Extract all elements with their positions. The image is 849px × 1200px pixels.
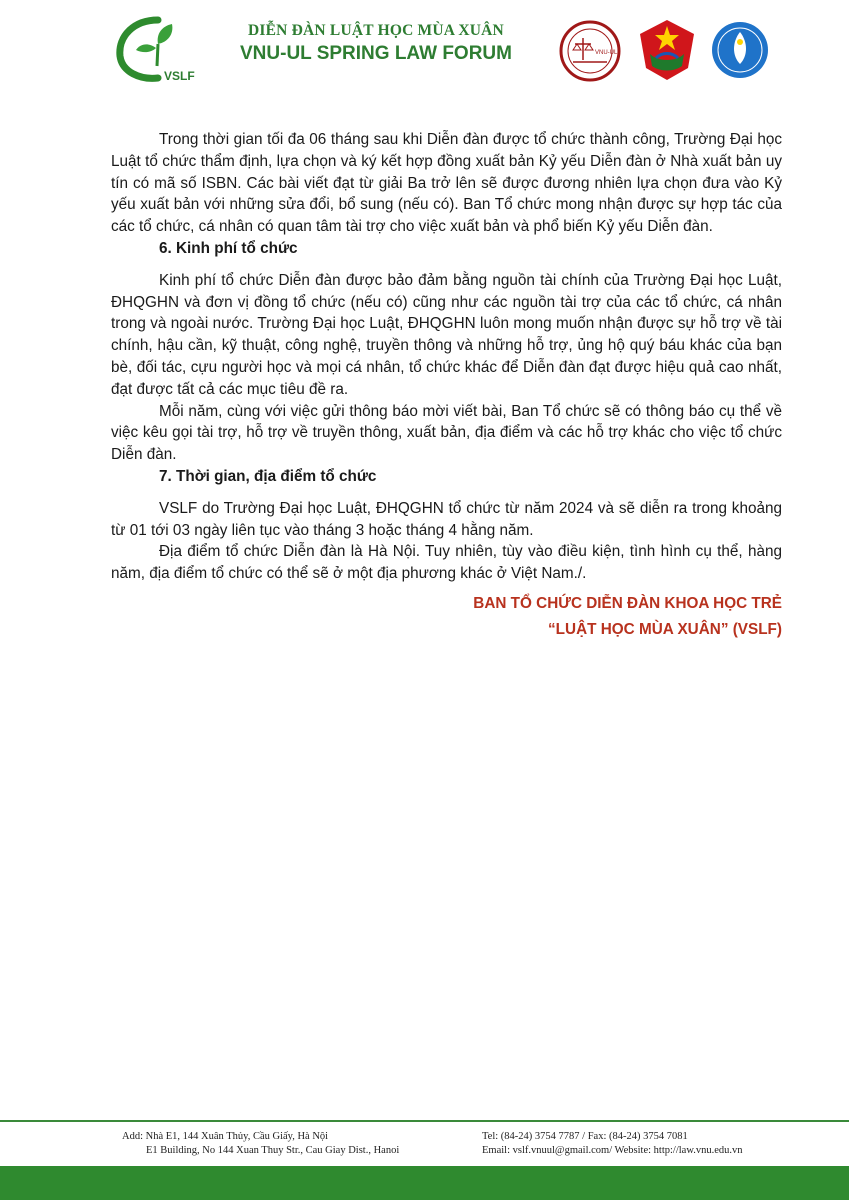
section-heading-funding: 6. Kinh phí tổ chức xyxy=(159,239,298,257)
youth-union-logo xyxy=(636,18,698,82)
address-en: E1 Building, No 144 Xuan Thuy Str., Cau Giay Dist., Hanoi xyxy=(146,1144,400,1156)
page-header xyxy=(0,0,849,110)
signature-line-1: BAN TỔ CHỨC DIỄN ĐÀN KHOA HỌC TRẺ xyxy=(473,594,782,612)
paragraph-sponsorship: Mỗi năm, cùng với việc gửi thông báo mời viết bài, Ban Tổ chức sẽ có thông báo cụ thể về việc kêu gọi tài trợ, hỗ trợ về truyền thông, xuất bản, địa điểm và các hỗ trợ khác cho việc tổ chức Diễn đàn. xyxy=(111,402,782,464)
forum-title-en: VNU-UL SPRING LAW FORUM xyxy=(240,43,512,64)
svg-text:VSLF: VSLF xyxy=(164,69,195,83)
footer-contact xyxy=(482,1130,743,1157)
paragraph-time: VSLF do Trường Đại học Luật, ĐHQGHN tổ chức từ năm 2024 và sẽ diễn ra trong khoảng từ 01 tới 03 ngày liên tục vào tháng 3 hoặc tháng 4 hằng năm. xyxy=(111,499,782,539)
paragraph-funding: Kinh phí tổ chức Diễn đàn được bảo đảm bằng nguồn tài chính của Trường Đại học Luật, ĐHQGHN và đơn vị đồng tổ chức (nếu có) cũng như các nguồn tài trợ của các tổ chức, cá nhân trong và ngoài nước. Trường Đại học Luật, ĐHQGHN luôn mong muốn nhận được sự hỗ trợ về tài chính, hậu cần, kỹ thuật, công nghệ, truyền thông và những hỗ trợ, ủng hộ quý báu khác của bạn bè, đối tác, cựu người học và mọi cá nhân, tổ chức khác để Diễn đàn đạt được hiệu quả cao nhất, đạt được tất cả các mục tiêu đề ra. xyxy=(111,271,782,398)
section-heading-time-location: 7. Thời gian, địa điểm tổ chức xyxy=(159,467,377,485)
forum-title-vn: DIỄN ĐÀN LUẬT HỌC MÙA XUÂN xyxy=(248,22,504,39)
paragraph-location: Địa điểm tổ chức Diễn đàn là Hà Nội. Tuy nhiên, tùy vào điều kiện, tình hình cụ thể, hàng năm, địa điểm tổ chức có thể sẽ ở một địa phương khác ở Việt Nam./. xyxy=(111,543,782,583)
student-association-logo xyxy=(710,20,770,80)
contact-email-website: Email: vslf.vnuul@gmail.com/ Website: http://law.vnu.edu.vn xyxy=(482,1144,743,1156)
document-body xyxy=(111,129,782,641)
signature-line-2: “LUẬT HỌC MÙA XUÂN” (VSLF) xyxy=(548,620,782,638)
university-of-law-logo xyxy=(559,20,621,82)
vslf-logo xyxy=(112,14,204,84)
footer-bar xyxy=(0,1166,849,1200)
paragraph-proceedings: Trong thời gian tối đa 06 tháng sau khi Diễn đàn được tổ chức thành công, Trường Đại học Luật tổ chức thẩm định, lựa chọn và ký kết hợp đồng xuất bản Kỷ yếu Diễn đàn ở Nhà xuất bản uy tín có mã số ISBN. Các bài viết đạt từ giải Ba trở lên sẽ được đương nhiên lựa chọn đưa vào Kỷ yếu xuất bản với những sửa đổi, bổ sung (nếu có). Ban Tổ chức mong nhận được sự hợp tác của các tổ chức, cá nhân có quan tâm tài trợ cho việc xuất bản và phổ biến Kỷ yếu Diễn đàn. xyxy=(111,131,782,236)
footer-divider xyxy=(0,1120,849,1122)
footer-address xyxy=(122,1130,399,1157)
contact-tel-fax: Tel: (84-24) 3754 7787 / Fax: (84-24) 3754 7081 xyxy=(482,1131,688,1142)
svg-text:VNU-UL: VNU-UL xyxy=(595,50,618,56)
address-vn: Add: Nhà E1, 144 Xuân Thủy, Cầu Giấy, Hà Nội xyxy=(122,1131,329,1142)
